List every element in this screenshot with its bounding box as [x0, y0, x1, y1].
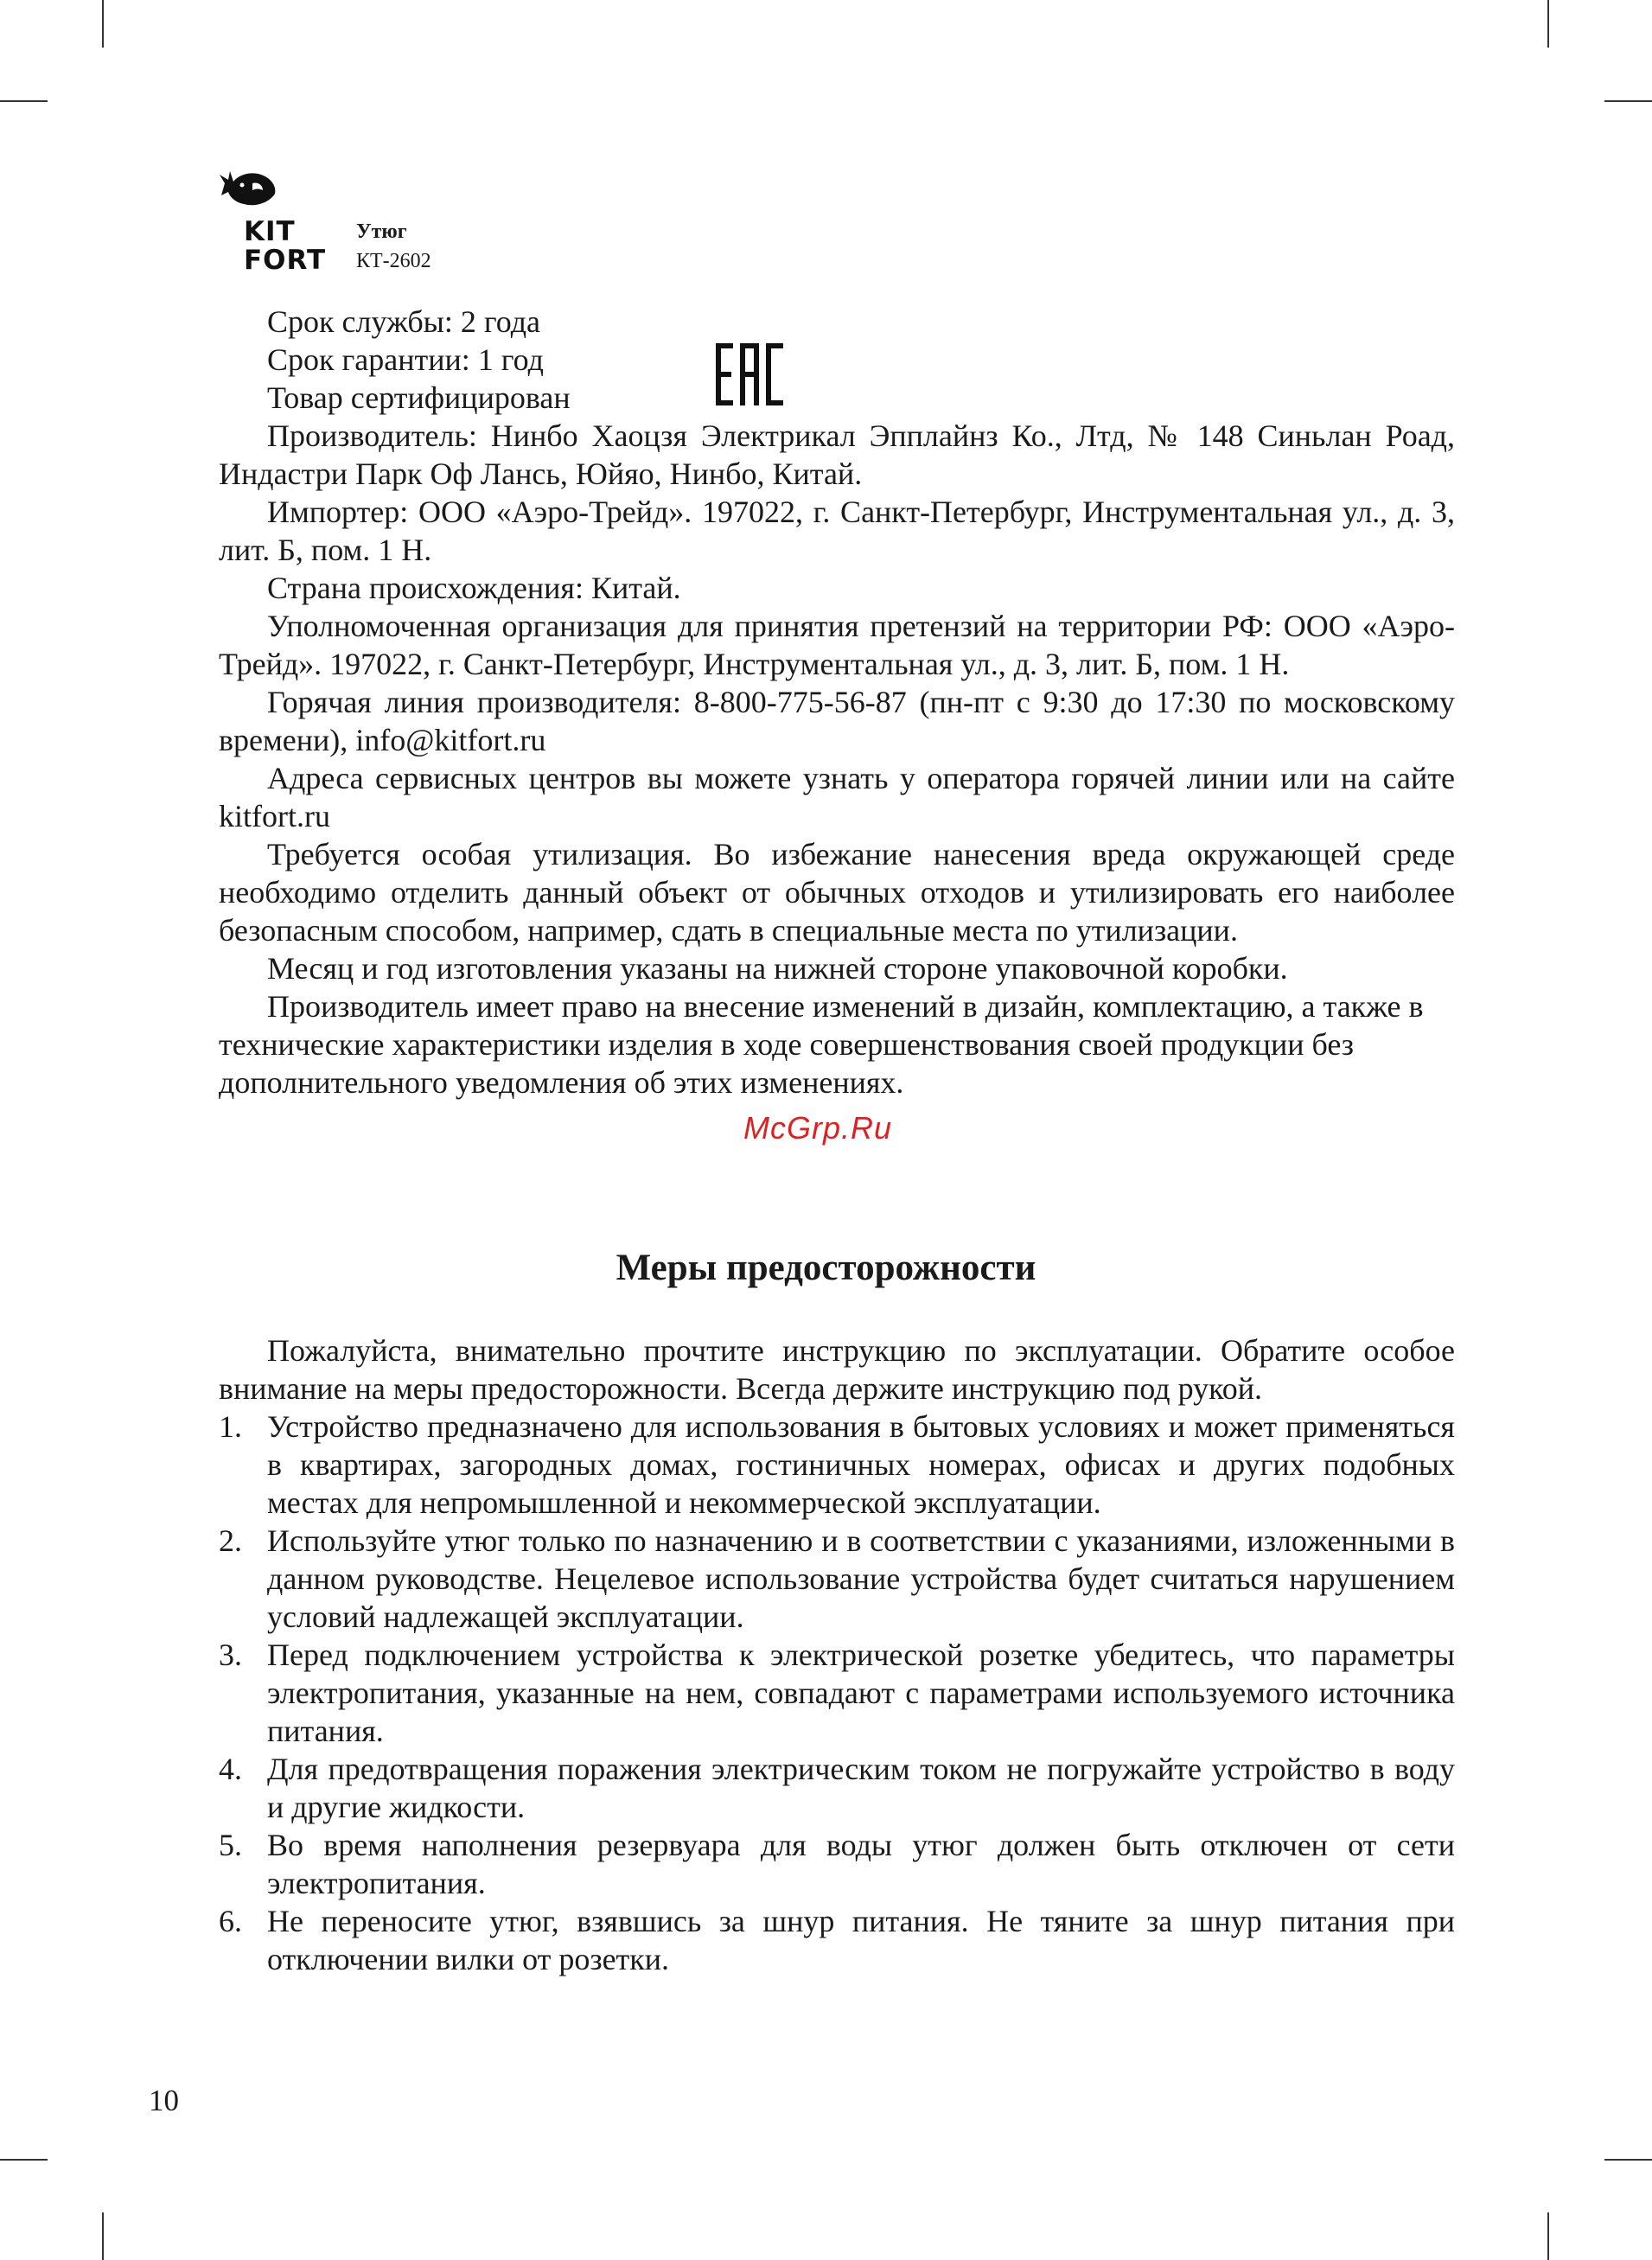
importer: Импортер: ООО «Аэро-Трейд». 197022, г. Санкт-Петербург, Инструментальная ул., д. 3, лит. Б, пом. 1 Н.	[219, 495, 1455, 567]
changes-note: Производитель имеет право на внесение изменений в дизайн, комплектацию, а также в технические характеристики изделия в ходе совершенствования своей продукции без дополнительного уведомления об этих изменениях.	[219, 989, 1424, 1100]
list-item	[219, 1522, 1455, 1636]
list-item	[219, 1826, 1455, 1902]
list-item-text: Перед подключением устройства к электрической розетке убедитесь, что параметры электропитания, указанные на нем, совпадают с параметрами используемого источника питания.	[267, 1638, 1455, 1748]
service-centers: Адреса сервисных центров вы можете узнать у оператора горячей линии или на сайте kitfort.ru	[219, 761, 1455, 833]
country-of-origin: Страна происхождения: Китай.	[267, 571, 681, 605]
crop-mark	[1547, 0, 1549, 48]
crop-mark	[102, 2212, 104, 2260]
watermark: McGrp.Ru	[743, 1110, 893, 1146]
list-item-number: 2.	[219, 1523, 242, 1558]
list-item-number: 3.	[219, 1638, 242, 1672]
manufacturer: Производитель: Нинбо Хаоцзя Электрикал Эпплайнз Ко., Лтд, № 148 Синьлан Роад, Индастри Парк Оф Лансь, Юйяо, Нинбо, Китай.	[219, 418, 1455, 491]
list-item-text: Используйте утюг только по назначению и в соответствии с указаниями, изложенными в данном руководстве. Нецелевое использование устройства будет считаться нарушением условий надлежащей эксплуатации.	[267, 1523, 1455, 1634]
list-item-number: 6.	[219, 1904, 242, 1938]
product-title: Утюг	[356, 220, 407, 243]
precautions-block	[219, 1331, 1455, 1978]
crop-mark	[1604, 100, 1652, 102]
crop-mark	[1604, 2159, 1652, 2161]
list-item-text: Для предотвращения поражения электрическим током не погружайте устройство в воду и другие жидкости.	[267, 1752, 1455, 1824]
manufacture-date-note: Месяц и год изготовления указаны на нижней стороне упаковочной коробки.	[267, 951, 1288, 986]
list-item	[219, 1750, 1455, 1826]
warranty-period: Срок гарантии: 1 год	[267, 342, 544, 377]
list-item	[219, 1408, 1455, 1522]
crop-mark	[0, 2159, 48, 2161]
precautions-intro: Пожалуйста, внимательно прочтите инструкцию по эксплуатации. Обратите особое внимание на меры предосторожности. Всегда держите инструкцию под рукой.	[219, 1333, 1455, 1406]
list-item-text: Устройство предназначено для использования в бытовых условиях и может применяться в квартирах, загородных домах, гостиничных номерах, офисах и других подобных местах для непромышленной и некоммерческой эксплуатации.	[267, 1409, 1455, 1520]
page-number: 10	[149, 2084, 179, 2117]
model-code: КТ-2602	[356, 250, 431, 272]
section-title: Меры предосторожности	[616, 1248, 1036, 1288]
list-item-text: Во время наполнения резервуара для воды утюг должен быть отключен от сети электропитания.	[267, 1828, 1455, 1900]
brand-line-1: KIT	[244, 216, 296, 247]
crop-mark	[1547, 2212, 1549, 2260]
list-item-text: Не переносите утюг, взявшись за шнур питания. Не тяните за шнур питания при отключении вилки от розетки.	[267, 1904, 1455, 1976]
precautions-list	[219, 1408, 1455, 1978]
disposal-note: Требуется особая утилизация. Во избежание нанесения вреда окружающей среде необходимо отделить данный объект от обычных отходов и утилизировать его наиболее безопасным способом, например, сдать в специальные места по утилизации.	[219, 837, 1455, 948]
kitfort-logo-text	[244, 218, 326, 275]
certified-note: Товар сертифицирован	[267, 380, 571, 415]
list-item	[219, 1902, 1455, 1978]
list-item	[219, 1636, 1455, 1750]
hotline: Горячая линия производителя: 8-800-775-56-87 (пн-пт с 9:30 до 17:30 по московскому времени), info@kitfort.ru	[219, 685, 1455, 757]
crop-mark	[0, 100, 48, 102]
list-item-number: 1.	[219, 1409, 242, 1444]
brand-line-2: FORT	[244, 245, 327, 276]
list-item-number: 5.	[219, 1828, 242, 1862]
crop-mark	[102, 0, 104, 48]
service-life: Срок службы: 2 года	[267, 304, 541, 339]
authorized-organization: Уполномоченная организация для принятия претензий на территории РФ: ООО «Аэро-Трейд». 197022, г. Санкт-Петербург, Инструментальная ул., д. 3, лит. Б, пом. 1 Н.	[219, 609, 1455, 681]
list-item-number: 4.	[219, 1752, 242, 1786]
info-block	[219, 303, 1455, 1101]
